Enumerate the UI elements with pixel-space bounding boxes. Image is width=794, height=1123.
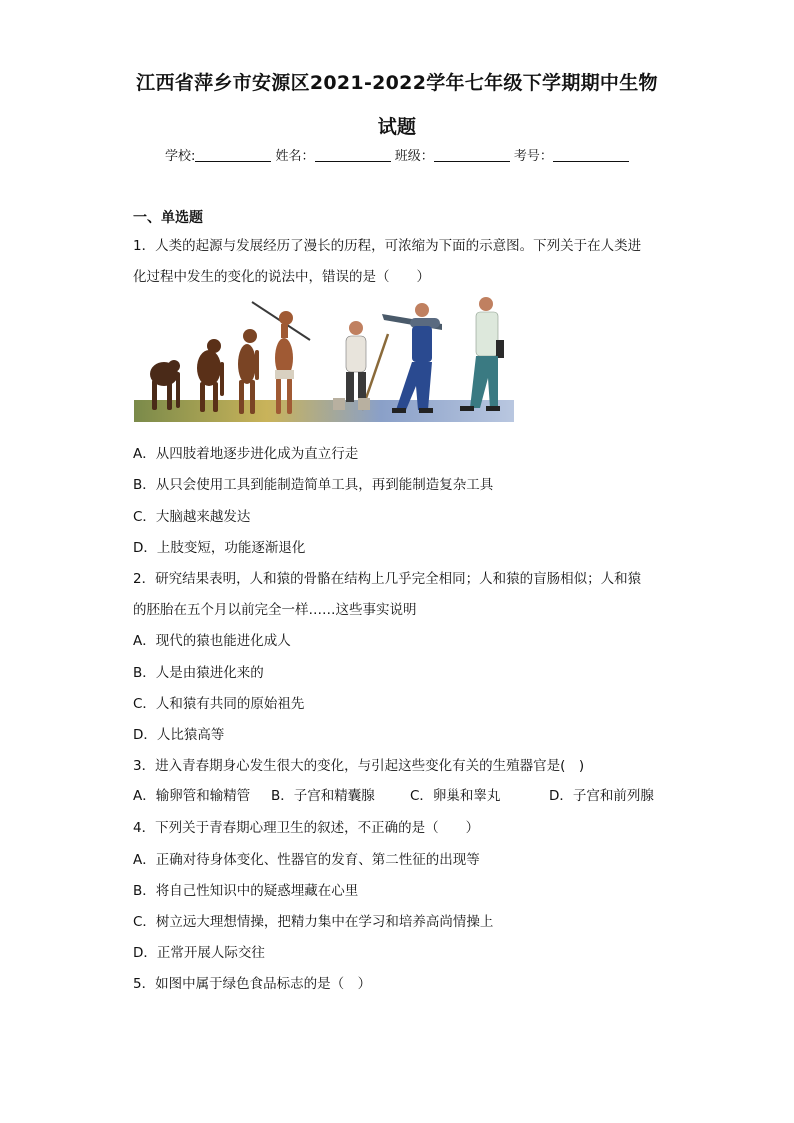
ground-strip xyxy=(134,400,514,422)
q1-option-d[interactable]: D．上肢变短，功能逐渐退化 xyxy=(133,540,306,556)
exam-title-line-1: 江西省萍乡市安源区2021-2022学年七年级下学期期中生物 xyxy=(136,72,658,94)
q1-option-a[interactable]: A．从四肢着地逐步进化成为直立行走 xyxy=(133,446,359,462)
name-blank[interactable] xyxy=(315,147,391,162)
section-title: 一、单选题 xyxy=(133,210,203,226)
q2-option-a[interactable]: A．现代的猿也能进化成人 xyxy=(133,633,291,649)
school-blank[interactable] xyxy=(195,147,271,162)
q2-stem-line-1: 2．研究结果表明，人和猿的骨骼在结构上几乎完全相同；人和猿的盲肠相似；人和猿 xyxy=(133,571,642,587)
exam-number-blank[interactable] xyxy=(553,147,629,162)
class-label: 班级： xyxy=(394,149,434,164)
q3-option-c[interactable]: C．卵巢和睾丸 xyxy=(410,788,501,804)
q1-stem-line-2: 化过程中发生的变化的说法中，错误的是（ ） xyxy=(133,269,430,285)
human-evolution-figure xyxy=(134,296,514,422)
student-info-line xyxy=(165,145,629,164)
modern-man-figure xyxy=(460,297,504,411)
q1-stem-line-1: 1．人类的起源与发展经历了漫长的历程，可浓缩为下面的示意图。下列关于在人类进 xyxy=(133,238,642,254)
q3-option-d[interactable]: D．子宫和前列腺 xyxy=(549,788,654,804)
class-blank[interactable] xyxy=(434,147,510,162)
q3-stem: 3．进入青春期身心发生很大的变化，与引起这些变化有关的生殖器官是( ) xyxy=(133,758,585,774)
q3-option-b[interactable]: B．子宫和精囊腺 xyxy=(271,788,375,804)
q1-option-b[interactable]: B．从只会使用工具到能制造简单工具，再到能制造复杂工具 xyxy=(133,477,494,493)
exam-number-label: 考号： xyxy=(513,149,553,164)
exam-title-line-2: 试题 xyxy=(377,116,417,138)
q4-option-d[interactable]: D．正常开展人际交往 xyxy=(133,945,265,961)
early-man-figure xyxy=(333,321,388,410)
q3-option-a[interactable]: A．输卵管和输精管 xyxy=(133,788,251,804)
q1-option-c[interactable]: C．大脑越来越发达 xyxy=(133,509,251,525)
worker-figure xyxy=(382,303,442,413)
q2-option-d[interactable]: D．人比猿高等 xyxy=(133,727,225,743)
q2-stem-line-2: 的胚胎在五个月以前完全一样……这些事实说明 xyxy=(133,602,417,618)
school-label: 学校: xyxy=(165,149,196,164)
q4-option-a[interactable]: A．正确对待身体变化、性器官的发育、第二性征的出现等 xyxy=(133,852,480,868)
homo-erectus-figure xyxy=(252,302,310,414)
name-label: 姓名： xyxy=(275,149,315,164)
q5-stem: 5．如图中属于绿色食品标志的是（ ） xyxy=(133,976,372,992)
q4-option-b[interactable]: B．将自己性知识中的疑惑埋藏在心里 xyxy=(133,883,359,899)
q2-option-c[interactable]: C．人和猿有共同的原始祖先 xyxy=(133,696,305,712)
q2-option-b[interactable]: B．人是由猿进化来的 xyxy=(133,665,264,681)
q4-option-c[interactable]: C．树立远大理想情操，把精力集中在学习和培养高尚情操上 xyxy=(133,914,494,930)
q4-stem: 4．下列关于青春期心理卫生的叙述，不正确的是（ ） xyxy=(133,820,480,836)
